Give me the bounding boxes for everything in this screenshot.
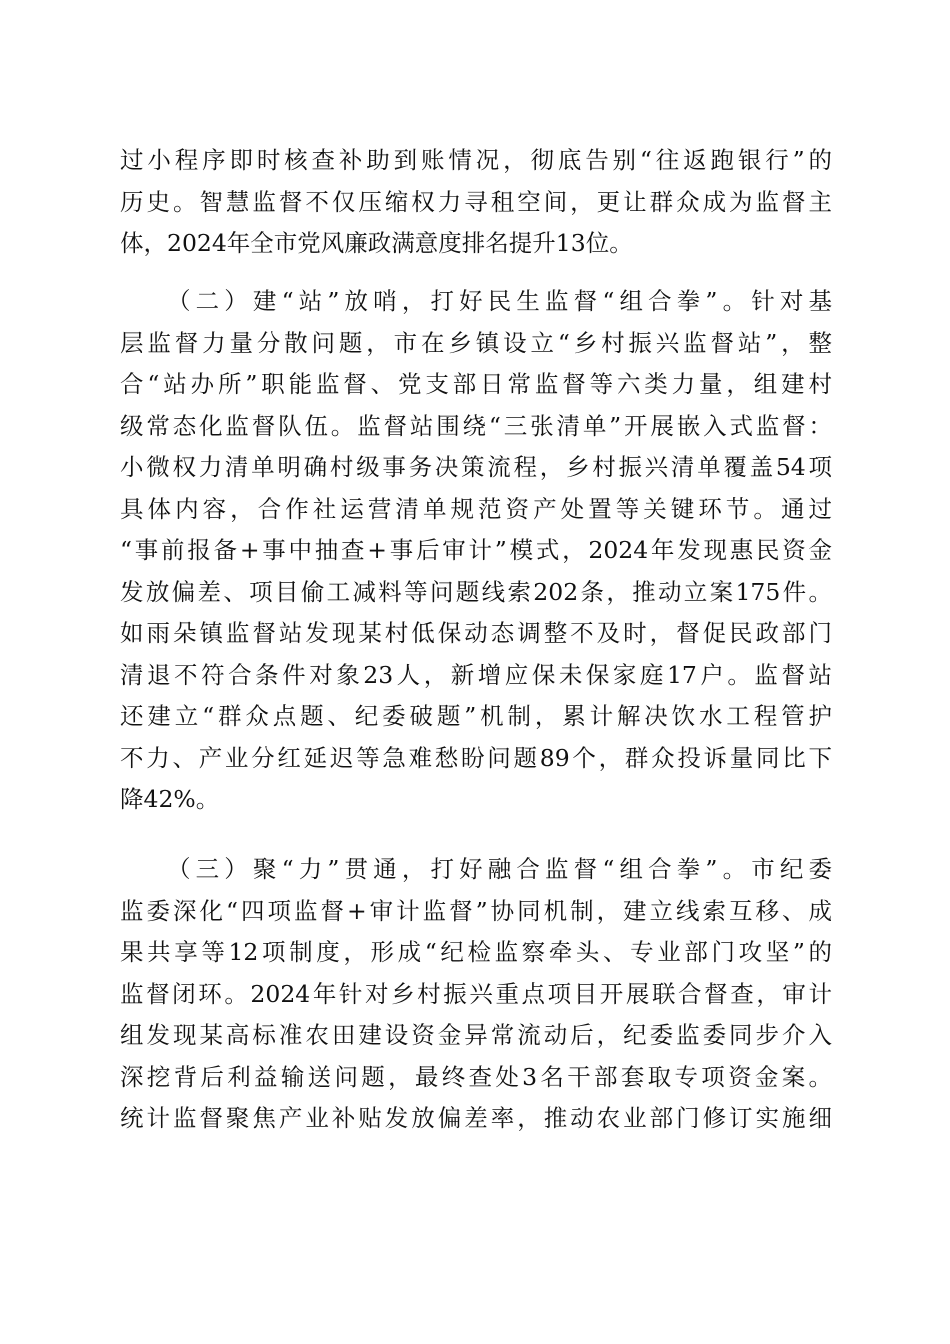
text-line: 具体内容，合作社运营清单规范资产处置等关键环节。通过 xyxy=(120,494,832,523)
text-line: 降42%。 xyxy=(120,785,220,813)
text-line: （三）聚“力”贯通，打好融合监督“组合拳”。市纪委 xyxy=(167,855,832,883)
text-line: 发放偏差、项目偷工减料等问题线索202条，推动立案175件。 xyxy=(120,577,832,606)
paragraph-3 xyxy=(120,849,832,1140)
text-line: 监督闭环。2024年针对乡村振兴重点项目开展联合督查，审计 xyxy=(120,979,832,1008)
text-line: 不力、产业分红延迟等急难愁盼问题89个，群众投诉量同比下 xyxy=(120,743,832,772)
text-line: 层监督力量分散问题，市在乡镇设立“乡村振兴监督站”，整 xyxy=(120,328,832,357)
text-line: 组发现某高标准农田建设资金异常流动后，纪委监委同步介入 xyxy=(120,1021,832,1049)
text-line: 清退不符合条件对象23人，新增应保未保家庭17户。监督站 xyxy=(120,660,832,689)
paragraph-2 xyxy=(120,281,832,821)
text-line: 还建立“群众点题、纪委破题”机制，累计解决饮水工程管护 xyxy=(120,702,832,730)
text-line: 果共享等12项制度，形成“纪检监察牵头、专业部门攻坚”的 xyxy=(120,938,832,966)
text-line: 如雨朵镇监督站发现某村低保动态调整不及时，督促民政部门 xyxy=(120,619,832,647)
text-line: 监委深化“四项监督+审计监督”协同机制，建立线索互移、成 xyxy=(120,896,832,925)
text-line: 历史。智慧监督不仅压缩权力寻租空间，更让群众成为监督主 xyxy=(120,187,832,216)
text-line: 小微权力清单明确村级事务决策流程，乡村振兴清单覆盖54项 xyxy=(120,453,832,481)
text-line: 统计监督聚焦产业补贴发放偏差率，推动农业部门修订实施细 xyxy=(120,1104,832,1132)
text-line: 级常态化监督队伍。监督站围绕“三张清单”开展嵌入式监督： xyxy=(120,411,832,440)
text-line: 过小程序即时核查补助到账情况，彻底告别“往返跑银行”的 xyxy=(120,146,832,174)
text-line: 体，2024年全市党风廉政满意度排名提升13位。 xyxy=(120,229,633,257)
text-line: 深挖背后利益输送问题，最终查处3名干部套取专项资金案。 xyxy=(120,1062,832,1091)
text-line: （二）建“站”放哨，打好民生监督“组合拳”。针对基 xyxy=(167,287,832,315)
paragraph-1 xyxy=(120,140,832,265)
text-line: 合“站办所”职能监督、党支部日常监督等六类力量，组建村 xyxy=(120,370,832,398)
text-line: “事前报备+事中抽查+事后审计”模式，2024年发现惠民资金 xyxy=(120,536,832,564)
